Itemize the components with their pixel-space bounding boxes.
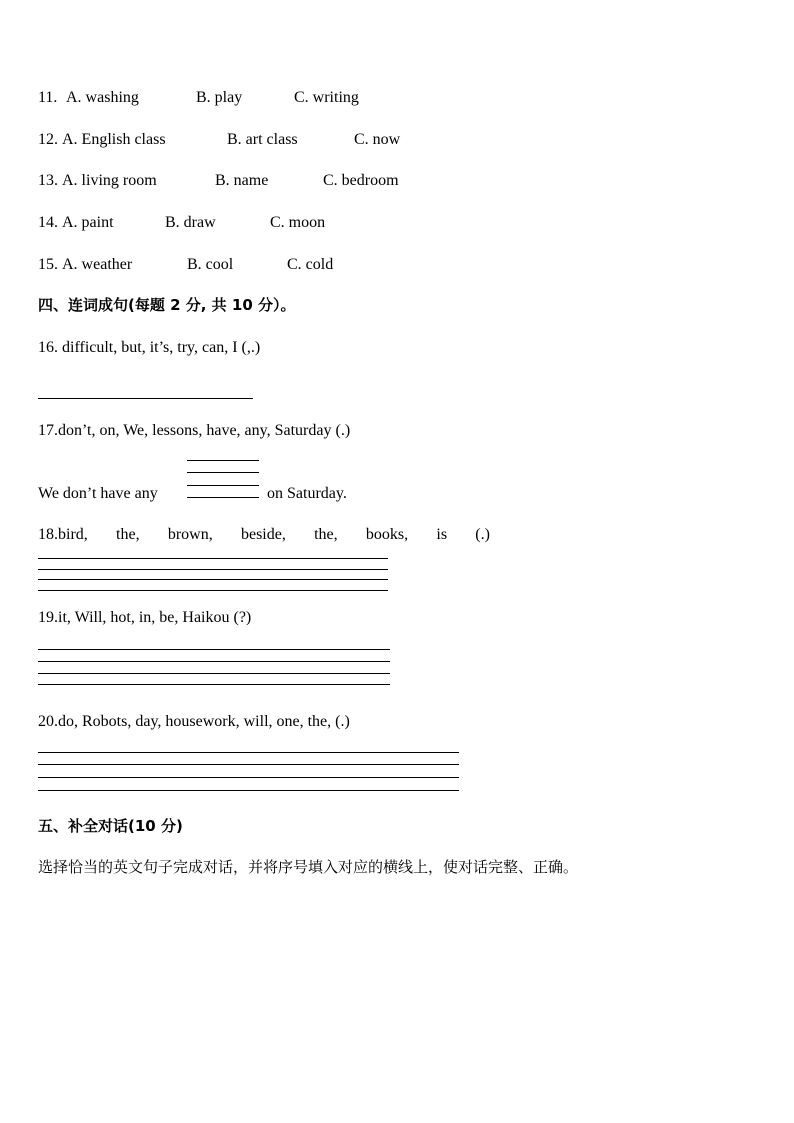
word: is: [436, 526, 448, 543]
answer-line-16[interactable]: [38, 398, 253, 399]
question-18: [38, 525, 490, 545]
answer-line-19-1[interactable]: [38, 649, 390, 650]
question-11: [38, 88, 359, 108]
answer-line-17-2[interactable]: [187, 472, 259, 473]
word: (.): [475, 526, 490, 543]
option-a: A. weather: [62, 256, 133, 273]
word: 18.bird,: [38, 526, 88, 543]
answer-line-18-3[interactable]: [38, 579, 388, 580]
word: beside,: [240, 526, 286, 543]
answer-line-17-3[interactable]: [187, 485, 259, 486]
question-16: 16. difficult, but, it’s, try, can, I (,.): [38, 339, 261, 356]
answer-suffix: on Saturday.: [267, 485, 347, 502]
option-c: C. moon: [270, 214, 326, 231]
answer-line-20-2[interactable]: [38, 764, 459, 765]
word: the,: [314, 526, 338, 543]
option-b: B. name: [215, 172, 269, 189]
answer-line-20-3[interactable]: [38, 777, 459, 778]
option-c: C. writing: [294, 89, 359, 106]
answer-line-20-1[interactable]: [38, 752, 459, 753]
question-13: [38, 171, 399, 191]
option-b: B. draw: [165, 214, 216, 231]
option-b: B. art class: [227, 131, 298, 148]
question-20: 20.do, Robots, day, housework, will, one, the, (.): [38, 713, 350, 730]
answer-prefix: We don’t have any: [38, 485, 158, 502]
question-15: [38, 255, 334, 275]
option-b: B. play: [196, 89, 243, 106]
answer-line-18-1[interactable]: [38, 558, 388, 559]
question-number: 14.: [38, 214, 58, 231]
option-a: A. washing: [66, 89, 139, 106]
question-number: 15.: [38, 256, 58, 273]
question-14: [38, 213, 326, 233]
section-5-instruction: 选择恰当的英文句子完成对话，并将序号填入对应的横线上，使对话完整、正确。: [38, 858, 579, 876]
answer-line-20-4[interactable]: [38, 790, 459, 791]
option-a: A. living room: [62, 172, 157, 189]
answer-line-18-4[interactable]: [38, 590, 388, 591]
answer-line-18-2[interactable]: [38, 569, 388, 570]
word: the,: [116, 526, 140, 543]
question-19: 19.it, Will, hot, in, be, Haikou (?): [38, 609, 252, 626]
answer-line-19-4[interactable]: [38, 684, 390, 685]
question-number: 11.: [38, 89, 58, 106]
question-17: 17.don’t, on, We, lessons, have, any, Saturday (.): [38, 422, 351, 439]
section-4-heading: 四、连词成句(每题 2 分, 共 10 分）。: [38, 296, 296, 314]
question-number: 12.: [38, 131, 58, 148]
answer-line-17-4[interactable]: [187, 497, 259, 498]
section-5-heading: 五、补全对话(10 分): [38, 817, 183, 835]
answer-line-19-2[interactable]: [38, 661, 390, 662]
option-a: A. paint: [62, 214, 114, 231]
answer-line-19-3[interactable]: [38, 673, 390, 674]
option-c: C. cold: [287, 256, 334, 273]
word: brown,: [167, 526, 213, 543]
option-b: B. cool: [187, 256, 234, 273]
question-number: 13.: [38, 172, 58, 189]
answer-line-17-1[interactable]: [187, 460, 259, 461]
question-17-answer: [38, 484, 347, 504]
question-12: [38, 130, 401, 150]
word: books,: [365, 526, 409, 543]
option-c: C. bedroom: [323, 172, 399, 189]
option-a: A. English class: [62, 131, 166, 148]
option-c: C. now: [354, 131, 401, 148]
